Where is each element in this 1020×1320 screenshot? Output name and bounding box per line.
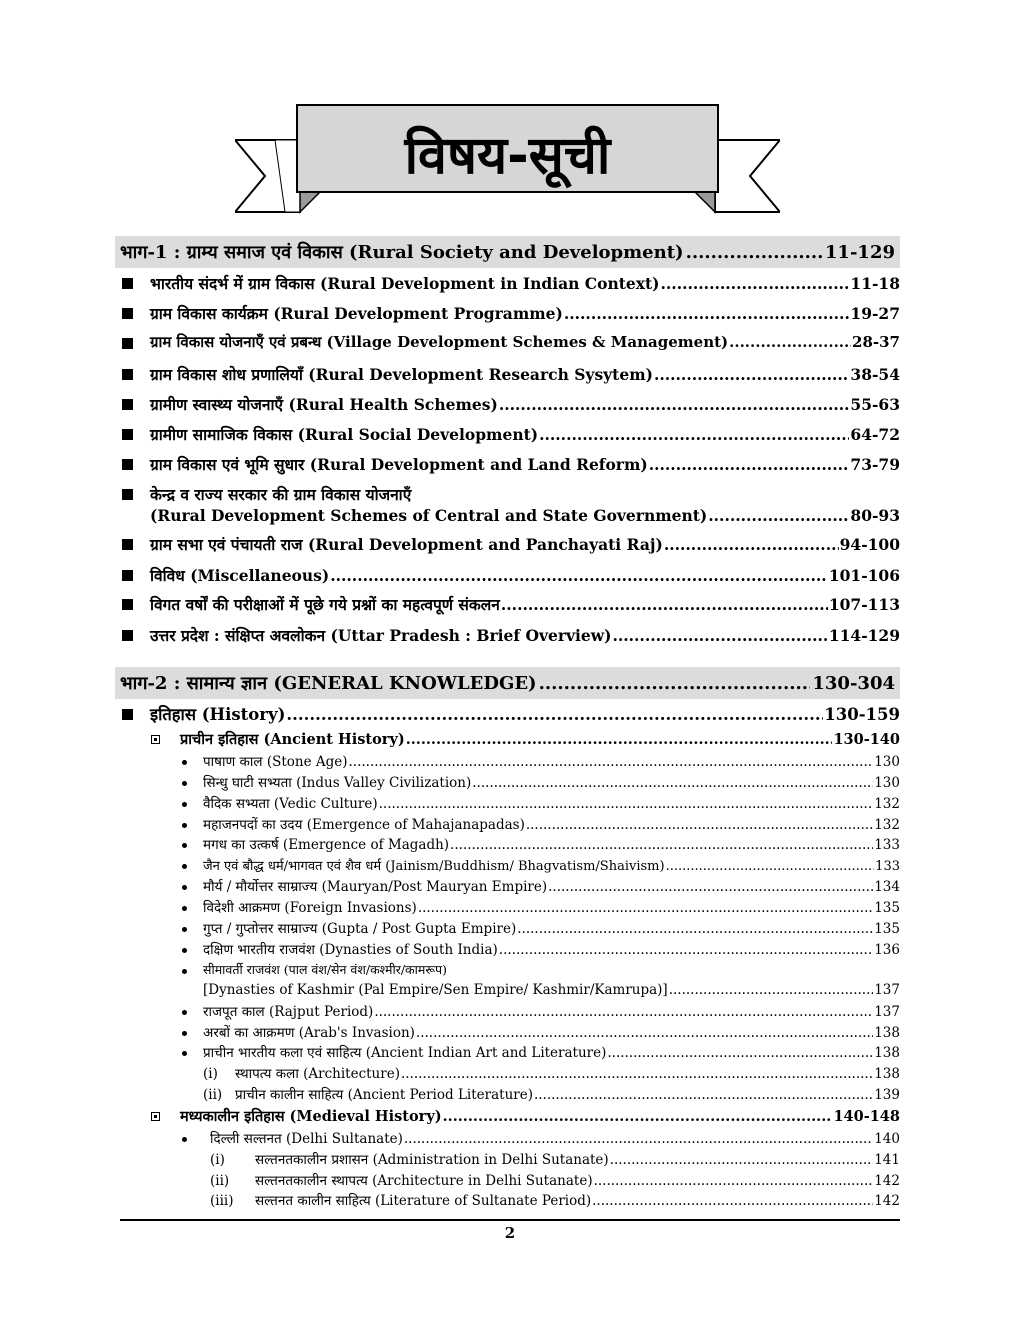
dot-bullet-icon	[182, 843, 187, 848]
square-bullet-icon	[122, 599, 133, 610]
toc-entry[interactable]: ग्रामीण सामाजिक विकास (Rural Social Development) ..... 64-72	[150, 423, 900, 447]
hollow-square-bullet-icon	[151, 1112, 160, 1121]
toc-entry-heading[interactable]: केन्द्र व राज्य सरकार की ग्राम विकास योजनाएँ	[150, 485, 412, 504]
toc-entry[interactable]: ग्रामीण स्वास्थ्य योजनाएँ (Rural Health Schemes) ..... 55-63	[150, 393, 900, 417]
dot-bullet-icon	[182, 1051, 187, 1056]
footer-rule	[120, 1219, 900, 1221]
toc-subentry[interactable]: विदेशी आक्रमण (Foreign Invasions) ..... 135	[203, 898, 900, 918]
part1-title: भाग-1 : ग्राम्य समाज एवं विकास (Rural Society and Development)	[120, 242, 684, 263]
dot-bullet-icon	[182, 1031, 187, 1036]
toc-subsubentry[interactable]: (ii) प्राचीन कालीन साहित्य (Ancient Period Literature) ..... 139	[203, 1085, 900, 1105]
dot-bullet-icon	[182, 1137, 187, 1142]
toc-entry[interactable]: भारतीय संदर्भ में ग्राम विकास (Rural Development in Indian Context) ..... 11-18	[150, 272, 900, 296]
page-number: 2	[504, 1224, 516, 1242]
toc-entry[interactable]: उत्तर प्रदेश : संक्षिप्त अवलोकन (Uttar Pradesh : Brief Overview) ..... 114-129	[150, 624, 900, 648]
hollow-square-bullet-icon	[151, 735, 160, 744]
square-bullet-icon	[122, 429, 133, 440]
square-bullet-icon	[122, 278, 133, 289]
dot-bullet-icon	[182, 864, 187, 869]
toc-subsubentry[interactable]: (ii) सल्तनतकालीन स्थापत्य (Architecture in Delhi Sutanate) ..... 142	[210, 1171, 900, 1191]
toc-entry[interactable]: ग्राम विकास योजनाएँ एवं प्रबन्ध (Village Development Schemes & Management) ..... 28-37	[150, 332, 900, 356]
part1-pages: 11-129	[824, 241, 895, 263]
dot-bullet-icon	[182, 948, 187, 953]
toc-subentry-heading[interactable]: सीमावर्ती राजवंश (पाल वंश/सेन वंश/कश्मीर/कामरूप)	[203, 962, 448, 977]
toc-subentry[interactable]: अरबों का आक्रमण (Arab's Invasion) ..... 138	[203, 1023, 900, 1043]
toc-subentry[interactable]: [Dynasties of Kashmir (Pal Empire/Sen Empire/ Kashmir/Kamrupa)] ..... 137	[203, 982, 900, 1002]
toc-entry[interactable]: (Rural Development Schemes of Central and State Government) ..... 80-93	[150, 506, 900, 530]
part2-header	[115, 667, 900, 699]
toc-subentry[interactable]: पाषाण काल (Stone Age) ..... 130	[203, 752, 900, 772]
toc-subsubentry[interactable]: (i) स्थापत्य कला (Architecture) ..... 138	[203, 1064, 900, 1084]
part2-pages: 130-304	[812, 672, 895, 694]
toc-subentry[interactable]: दिल्ली सल्तनत (Delhi Sultanate) ..... 140	[210, 1129, 900, 1149]
square-bullet-icon	[122, 630, 133, 641]
square-bullet-icon	[122, 539, 133, 550]
square-bullet-icon	[122, 489, 133, 500]
toc-entry-ancient-history[interactable]: प्राचीन इतिहास (Ancient History) ..... 130-140	[180, 729, 900, 749]
toc-subentry[interactable]: प्राचीन भारतीय कला एवं साहित्य (Ancient Indian Art and Literature) ..... 138	[203, 1043, 900, 1063]
square-bullet-icon	[122, 338, 133, 349]
part1-header	[115, 236, 900, 268]
toc-entry[interactable]: विगत वर्षों की परीक्षाओं में पूछे गये प्रश्नों का महत्वपूर्ण संकलन ..... 107-113	[150, 593, 900, 617]
toc-subentry[interactable]: मगध का उत्कर्ष (Emergence of Magadh) ..... 133	[203, 835, 900, 855]
dot-bullet-icon	[182, 802, 187, 807]
square-bullet-icon	[122, 399, 133, 410]
toc-entry[interactable]: ग्राम विकास कार्यक्रम (Rural Development Programme) ..... 19-27	[150, 302, 900, 326]
toc-entry[interactable]: विविध (Miscellaneous) ..... 101-106	[150, 564, 900, 588]
dot-bullet-icon	[182, 906, 187, 911]
square-bullet-icon	[122, 709, 133, 720]
title-banner	[235, 100, 780, 225]
dot-bullet-icon	[182, 885, 187, 890]
square-bullet-icon	[122, 570, 133, 581]
dot-bullet-icon	[182, 927, 187, 932]
square-bullet-icon	[122, 369, 133, 380]
dot-leader	[539, 673, 811, 694]
toc-subentry[interactable]: राजपूत काल (Rajput Period) ..... 137	[203, 1002, 900, 1022]
toc-subsubentry[interactable]: (iii) सल्तनत कालीन साहित्य (Literature of Sultanate Period) ..... 142	[210, 1191, 900, 1211]
dot-bullet-icon	[182, 760, 187, 765]
dot-bullet-icon	[182, 1010, 187, 1015]
toc-subsubentry[interactable]: (i) सल्तनतकालीन प्रशासन (Administration in Delhi Sutanate) ..... 141	[210, 1150, 900, 1170]
page-title: विषय-सूची	[404, 125, 611, 186]
dot-bullet-icon	[182, 969, 187, 974]
toc-entry-medieval-history[interactable]: मध्यकालीन इतिहास (Medieval History) ..... 140-148	[180, 1106, 900, 1126]
toc-subentry[interactable]: महाजनपदों का उदय (Emergence of Mahajanapadas) ..... 132	[203, 815, 900, 835]
square-bullet-icon	[122, 308, 133, 319]
dot-bullet-icon	[182, 823, 187, 828]
toc-subentry[interactable]: सिन्धु घाटी सभ्यता (Indus Valley Civilization) ..... 130	[203, 773, 900, 793]
square-bullet-icon	[122, 459, 133, 470]
part2-title: भाग-2 : सामान्य ज्ञान (GENERAL KNOWLEDGE)	[120, 673, 537, 694]
dot-leader	[686, 242, 823, 263]
toc-subentry[interactable]: वैदिक सभ्यता (Vedic Culture) ..... 132	[203, 794, 900, 814]
dot-bullet-icon	[182, 781, 187, 786]
toc-entry-history[interactable]: इतिहास (History) ..... 130-159	[150, 702, 900, 726]
toc-subentry[interactable]: दक्षिण भारतीय राजवंश (Dynasties of South India) ..... 136	[203, 940, 900, 960]
toc-entry[interactable]: ग्राम विकास शोध प्रणालियाँ (Rural Development Research Sysytem) ..... 38-54	[150, 363, 900, 387]
toc-subentry[interactable]: मौर्य / मौर्योत्तर साम्राज्य (Mauryan/Post Mauryan Empire) ..... 134	[203, 877, 900, 897]
toc-subentry[interactable]: गुप्त / गुप्तोत्तर साम्राज्य (Gupta / Post Gupta Empire) ..... 135	[203, 919, 900, 939]
toc-subentry[interactable]: जैन एवं बौद्ध धर्म/भागवत एवं शैव धर्म (Jainism/Buddhism/ Bhagvatism/Shaivism) ..... 133	[203, 856, 900, 876]
toc-entry[interactable]: ग्राम सभा एवं पंचायती राज (Rural Development and Panchayati Raj) ..... 94-100	[150, 533, 900, 557]
toc-entry[interactable]: ग्राम विकास एवं भूमि सुधार (Rural Development and Land Reform) ..... 73-79	[150, 453, 900, 477]
